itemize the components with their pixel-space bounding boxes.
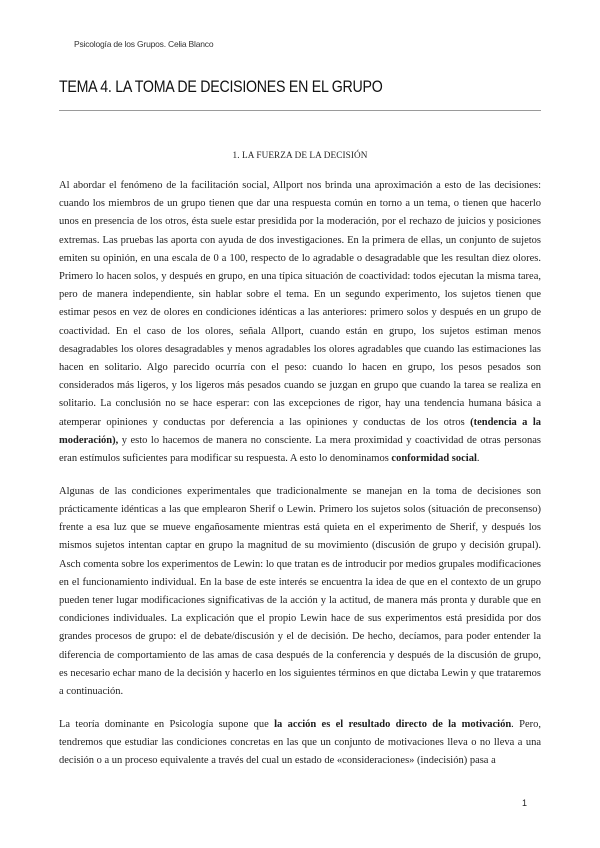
body-text bbox=[59, 177, 541, 785]
paragraph-1-bold-tendencia: (tendencia a la moderación), bbox=[59, 416, 541, 446]
title-divider bbox=[59, 110, 541, 111]
chapter-title: TEMA 4. LA TOMA DE DECISIONES EN EL GRUPO bbox=[59, 78, 383, 96]
paragraph-1-bold-conformidad: conformidad social bbox=[391, 453, 477, 465]
paragraph-3-bold-accion: la acción es el resultado directo de la motivación bbox=[274, 718, 512, 730]
paragraph-1 bbox=[59, 177, 541, 468]
page-number: 1 bbox=[521, 798, 527, 808]
running-header: Psicología de los Grupos. Celia Blanco bbox=[74, 39, 214, 49]
paragraph-3-text-c: . Pero, tendremos que estudiar las condiciones concretas en las que un conjunto de motivaciones lleva o no lleva a una decisión o a un proceso equivalente a través del cual un estado de «consideraciones» (indecisión) pasa a bbox=[59, 718, 541, 767]
section-heading: 1. LA FUERZA DE LA DECISIÓN bbox=[232, 150, 368, 160]
paragraph-1-text-a: Al abordar el fenómeno de la facilitación social, Allport nos brinda una aproximación a esto de las decisiones: cuando los miembros de un grupo tienen que dar una respuesta común en torno a un tema, o tienen que hacerlo unos en presencia de los otros, ésta suele estar presidida por la moderación, por el rechazo de juicios y posiciones extremas. Las pruebas las aporta con ayuda de dos investigaciones. En la primera de ellas, un conjunto de sujetos emiten su opinión, en una escala de 0 a 100, respecto de lo agradable o desagradable que les resultan diez olores. Primero lo hacen solos, y después en grupo, en una típica situación de coactividad: todos ejecutan la misma tarea, pero de manera independiente, sin hablar sobre el tema. En un segundo experimento, los sujetos tienen que estimar pesos en vez de olores en condiciones idénticas a las anteriores: primero solos y después en un grupo de coactividad. En el caso de los olores, señala Allport, cuando están en grupo, los sujetos estiman menos desagradables los olores desagradables y menos agradables los olores agradables que cuando las estimaciones las hacen en solitario. Algo parecido ocurría con el peso: cuando lo hacen en grupo, los pesos pesados son considerados más ligeros, y los ligeros más pesados cuando se juzgan en grupo que cuando la tarea se realiza en solitario. La conclusión no se hace esperar: con las excepciones de rigor, hay una tendencia humana básica a atemperar opiniones y conductas por deferencia a las opiniones y conductas de los otros bbox=[59, 180, 541, 428]
paragraph-3 bbox=[59, 716, 541, 771]
paragraph-3-text-a: La teoría dominante en Psicología supone que bbox=[59, 718, 275, 730]
paragraph-1-text-c: y esto lo hacemos de manera no consciente. La mera proximidad y coactividad de otras personas eran estímulos suficientes para modificar su respuesta. A esto lo denominamos bbox=[59, 434, 541, 465]
paragraph-1-text-e: . bbox=[476, 453, 480, 465]
paragraph-2: Algunas de las condiciones experimentales que tradicionalmente se manejan en la toma de decisiones son prácticamente idénticas a las que emplearon Sherif o Lewin. Primero los sujetos solos (situación de preconsenso) frente a esa luz que se mueve engañosamente mientras está quieta en el experimento de Sherif, y después los mismos sujetos intentan captar en grupo la magnitud de su movimiento (discusión de grupo y decisión grupal). Asch comenta sobre los experimentos de Lewin: lo que tratan es de introducir por medios grupales modificaciones en el funcionamiento individual. En la base de este interés se encuentra la idea de que en el contexto de un grupo pueden tener lugar modificaciones significativas de la acción y la actitud, de manera más pronta y durable que en condiciones individuales. La explicación que el propio Lewin hace de sus experimentos está presidida por dos grandes procesos de grupo: el de debate/discusión y el de decisión. De hecho, decíamos, para poder entender la diferencia de comportamiento de las amas de casa después de la conferencia y después de la discusión de grupo, es necesario echar mano de la decisión y hacerlo en los siguientes términos en que dictaba Lewin y que trataremos a continuación. bbox=[59, 485, 541, 697]
